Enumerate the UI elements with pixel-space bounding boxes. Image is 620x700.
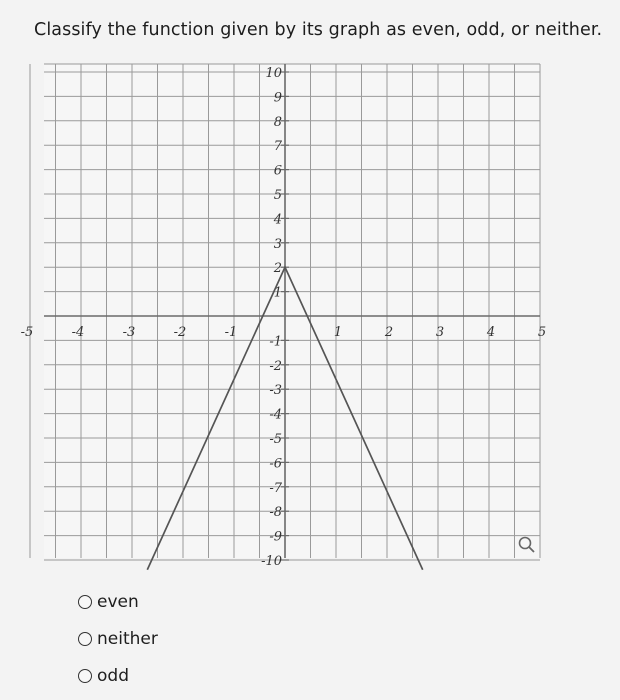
x-tick-label: -5	[20, 325, 34, 340]
y-tick-label: -6	[269, 456, 282, 472]
y-tick-label: -5	[269, 432, 282, 447]
radio-button-odd[interactable]	[78, 669, 92, 683]
y-tick-label: -1	[269, 334, 282, 350]
y-tick-label: 1	[273, 285, 282, 301]
x-tick-label: 2	[384, 325, 394, 340]
x-tick-label: -2	[173, 325, 187, 340]
choice-label-even: even	[97, 591, 139, 612]
x-tick-label: 3	[435, 325, 445, 340]
y-tick-label: 8	[273, 114, 282, 130]
choice-label-neither: neither	[97, 628, 158, 649]
radio-button-neither[interactable]	[78, 632, 92, 646]
x-tick-label: 5	[537, 325, 547, 340]
choice-label-odd: odd	[97, 665, 129, 686]
y-tick-label: 6	[273, 163, 282, 179]
y-tick-label: 9	[273, 90, 282, 106]
y-tick-label: -8	[269, 505, 282, 521]
y-tick-label: -3	[269, 383, 282, 399]
y-tick-label: 2	[273, 261, 282, 277]
y-tick-label: 10	[265, 66, 282, 81]
y-tick-label: 3	[273, 236, 282, 252]
choice-neither[interactable]	[78, 620, 158, 657]
plot-area	[44, 64, 540, 558]
y-tick-label: -2	[269, 358, 282, 374]
choice-odd[interactable]	[78, 657, 158, 694]
question-text: Classify the function given by its graph as even, odd, or neither.	[34, 20, 603, 40]
y-tick-label: -10	[261, 554, 282, 569]
x-tick-label: -1	[224, 325, 238, 340]
x-tick-label: -4	[71, 325, 85, 340]
y-tick-label: 7	[273, 139, 282, 155]
x-tick-label: 4	[486, 325, 496, 340]
y-tick-label: -4	[269, 407, 282, 423]
x-tick-label: -3	[122, 325, 136, 340]
radio-button-even[interactable]	[78, 595, 92, 609]
y-tick-label: -9	[269, 529, 282, 545]
y-tick-label: 5	[273, 188, 282, 203]
choice-even[interactable]	[78, 583, 158, 620]
y-tick-label: -7	[269, 480, 282, 496]
x-tick-label: 1	[333, 325, 343, 340]
answer-choices	[78, 583, 158, 694]
y-tick-label: 4	[273, 212, 282, 228]
